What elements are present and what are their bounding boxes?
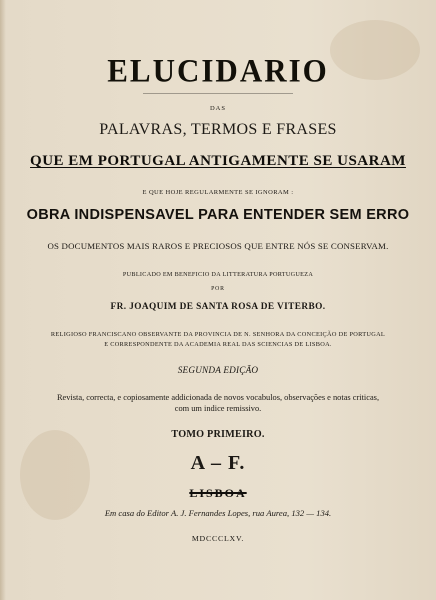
subtitle-das: DAS	[209, 105, 226, 112]
author-description-line-1: RELIGIOSO FRANCISCANO OBSERVANTE DA PROVINCIA DE N. SENHORA DA CONCEIÇÃO DE PORTUGAL	[50, 331, 386, 338]
publication-city: LISBOA	[189, 486, 247, 500]
paper-stain	[20, 430, 90, 520]
title-rule	[143, 93, 293, 94]
author-description-line-2: E CORRESPONDENTE DA ACADEMIA REAL DAS SCIENCIAS DE LISBOA.	[104, 341, 332, 348]
publication-note: PUBLICADO EM BENEFICIO DA LITTERATURA PORTUGUEZA	[122, 271, 314, 278]
edition: SEGUNDA EDIÇÃO	[177, 365, 259, 375]
revision-note-line-2: com um indice remissivo.	[174, 404, 262, 413]
subtitle-obra: OBRA INDISPENSAVEL PARA ENTENDER SEM ERRO	[26, 207, 410, 223]
subtitle-palavras: PALAVRAS, TERMOS E FRASES	[99, 121, 337, 138]
subtitle-documentos: OS DOCUMENTOS MAIS RAROS E PRECIOSOS QUE ENTRE NÓS SE CONSERVAM.	[47, 241, 389, 251]
by-label: POR	[211, 286, 225, 292]
volume-label: TOMO PRIMEIRO.	[171, 429, 265, 440]
subtitle-ignoram: E QUE HOJE REGULARMENTE SE IGNORAM :	[142, 189, 294, 196]
publisher-line: Em casa do Editor A. J. Fernandes Lopes, rua Aurea, 132 — 134.	[104, 508, 332, 518]
subtitle-portugal: QUE EM PORTUGAL ANTIGAMENTE SE USARAM	[30, 153, 406, 169]
author-name: FR. JOAQUIM DE SANTA ROSA DE VITERBO.	[110, 302, 326, 312]
revision-note-line-1: Revista, correcta, e copiosamente addicionada de novos vocabulos, observações e notas criticas,	[56, 393, 380, 402]
publication-year: MDCCCLXV.	[191, 534, 245, 543]
letter-range: A – F.	[190, 452, 246, 474]
book-title: ELUCIDARIO	[107, 52, 329, 89]
